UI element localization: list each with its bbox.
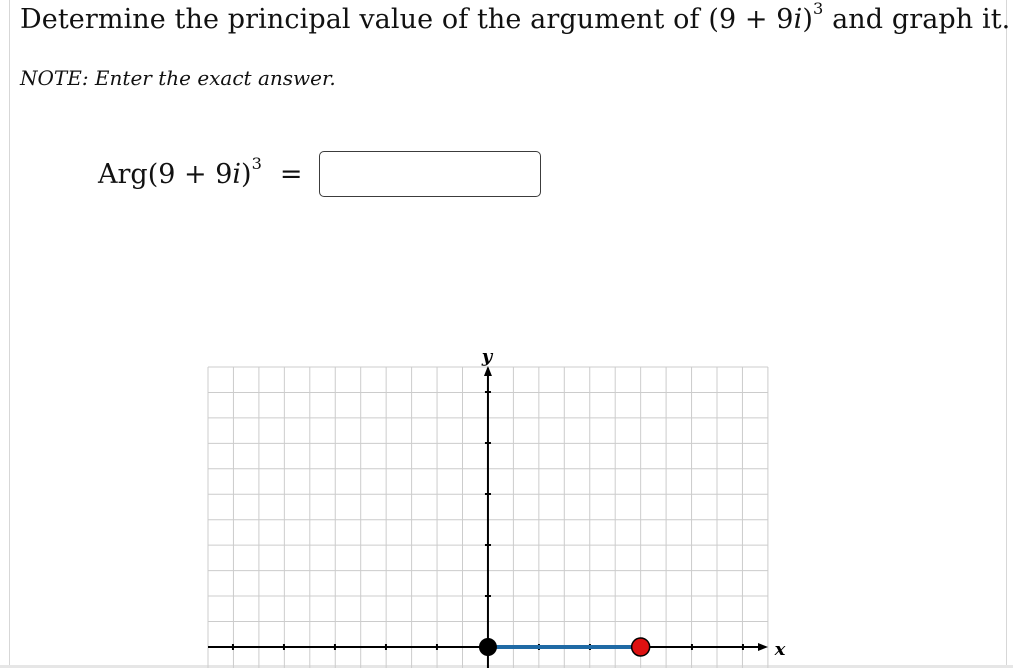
x-axis-label: x — [774, 639, 786, 660]
equals-sign: = — [279, 158, 303, 190]
question-suffix: and graph it. — [823, 4, 1011, 35]
graph-axes — [208, 366, 768, 668]
answer-label: $Arg(9 + 9i)^3$ — [98, 153, 262, 190]
note-text: NOTE: Enter the exact answer. — [20, 66, 336, 90]
segment-end-point[interactable] — [632, 638, 650, 656]
question-expression: $(9 + 9i)^3$ — [708, 0, 824, 35]
segment-start-point[interactable] — [479, 638, 497, 656]
question-prefix: Determine the principal value of the argument of — [20, 4, 709, 35]
x-axis-arrow — [758, 643, 768, 651]
y-axis-label: y — [481, 346, 493, 367]
